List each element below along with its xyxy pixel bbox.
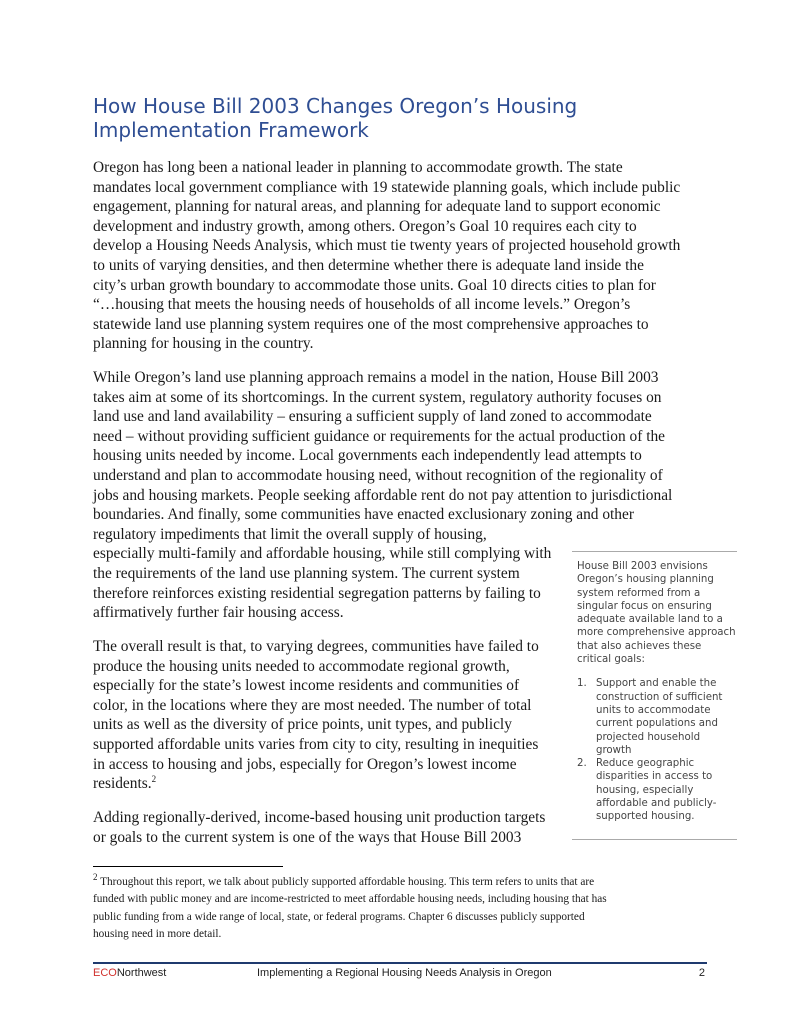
page-number: 2 <box>698 967 705 979</box>
text-line: mandates local government compliance with 19 statewide planning goals, which include public <box>93 178 681 196</box>
goal-number: 1. <box>577 678 587 690</box>
footnote-separator <box>93 866 283 867</box>
footnote-line: housing need in more detail. <box>93 927 222 940</box>
sidebar-goal-item <box>577 757 737 823</box>
text-line: boundaries. And finally, some communities have enacted exclusionary zoning and other <box>93 506 634 524</box>
footnote-line: funded with public money and are income-restricted to meet affordable housing needs, including housing that has <box>93 893 607 906</box>
text-line: land use and land availability – ensuring a sufficient supply of land zoned to accommodate <box>93 408 652 426</box>
sidebar-callout <box>572 551 737 840</box>
footnote <box>93 874 607 943</box>
text-line: affirmatively further fair housing access. <box>93 604 344 622</box>
text-line: While Oregon’s land use planning approach remains a model in the nation, House Bill 2003 <box>93 369 659 386</box>
paragraph-1 <box>93 158 680 354</box>
text-line: engagement, planning for natural areas, and planning for adequate land to support economic <box>93 198 661 216</box>
text-line: “…housing that meets the housing needs of households of all income levels.” Oregon’s <box>93 296 631 314</box>
brand-suffix: Northwest <box>116 967 167 979</box>
text-line: statewide land use planning system requires one of the most comprehensive approaches to <box>93 315 649 333</box>
paragraph-3 <box>93 637 539 794</box>
goal-text: Reduce geographic disparities in access to housing, especially affordable and publicly-supported housing. <box>596 758 717 823</box>
footnote-reference[interactable]: 2 <box>151 774 157 785</box>
text-line: takes aim at some of its shortcomings. In the current system, regulatory authority focuses on <box>93 388 662 406</box>
section-title: How House Bill 2003 Changes Oregon’s Housing Implementation Framework <box>93 94 578 142</box>
text-line: understand and plan to accommodate housing need, without recognition of the regionality of <box>93 466 663 484</box>
text-line: The overall result is that, to varying degrees, communities have failed to <box>93 638 539 655</box>
text-line: regulatory impediments that limit the overall supply of housing, <box>93 525 487 543</box>
text-line: residents. <box>93 775 152 793</box>
text-line: produce the housing units needed to accommodate regional growth, <box>93 657 510 675</box>
sidebar-goals-list <box>577 677 737 823</box>
footer-divider <box>93 962 707 964</box>
sidebar-goal-item <box>577 677 737 757</box>
footnote-text: Throughout this report, we talk about publicly supported affordable housing. This term refers to units that are <box>100 876 595 888</box>
paragraph-4 <box>93 808 545 847</box>
text-line: units as well as the diversity of price points, unit types, and publicly <box>93 716 512 734</box>
text-line: the requirements of the land use planning system. The current system <box>93 564 520 582</box>
footnote-number: 2 <box>93 872 98 883</box>
text-line: Oregon has long been a national leader in planning to accommodate growth. The state <box>93 159 623 176</box>
footer-brand <box>93 967 166 979</box>
text-line: development and industry growth, among others. Oregon’s Goal 10 requires each city to <box>93 217 637 235</box>
footnote-line <box>93 874 607 891</box>
goal-text: Support and enable the construction of sufficient units to accommodate current populations and projected household growth <box>596 678 723 756</box>
text-line: jobs and housing markets. People seeking affordable rent do not pay attention to jurisdictional <box>93 486 673 504</box>
text-line: color, in the locations where they are most needed. The number of total <box>93 696 532 714</box>
text-line: therefore reinforces existing residential segregation patterns by failing to <box>93 584 541 602</box>
goal-number: 2. <box>577 758 587 770</box>
text-line: housing units needed by income. Local governments each independently lead attempts to <box>93 447 642 465</box>
text-line: especially for the state’s lowest income residents and communities of <box>93 677 520 695</box>
brand-prefix: ECO <box>93 967 117 979</box>
text-line: planning for housing in the country. <box>93 335 314 353</box>
text-line: to units of varying densities, and then determine whether there is adequate land inside the <box>93 256 644 274</box>
sidebar-intro: House Bill 2003 envisions Oregon’s housing planning system reformed from a singular focus on ensuring adequate available land to a more comprehensive approach that also achieves these critical goals: <box>577 561 736 666</box>
text-line: especially multi-family and affordable housing, while still complying with <box>93 545 552 563</box>
text-line: or goals to the current system is one of the ways that House Bill 2003 <box>93 828 522 846</box>
text-line: need – without providing sufficient guidance or requirements for the actual production of the <box>93 427 665 445</box>
text-line: develop a Housing Needs Analysis, which must tie twenty years of projected household growth <box>93 237 681 255</box>
text-line: city’s urban growth boundary to accommodate those units. Goal 10 directs cities to plan for <box>93 276 656 294</box>
text-line: in access to housing and jobs, especially for Oregon’s lowest income <box>93 755 517 773</box>
footer-report-title: Implementing a Regional Housing Needs Analysis in Oregon <box>257 967 552 979</box>
text-line: Adding regionally-derived, income-based housing unit production targets <box>93 809 546 826</box>
text-line: supported affordable units varies from city to city, resulting in inequities <box>93 735 539 753</box>
footnote-line: public funding from a wide range of local, state, or federal programs. Chapter 6 discusses publicly supported <box>93 910 585 923</box>
